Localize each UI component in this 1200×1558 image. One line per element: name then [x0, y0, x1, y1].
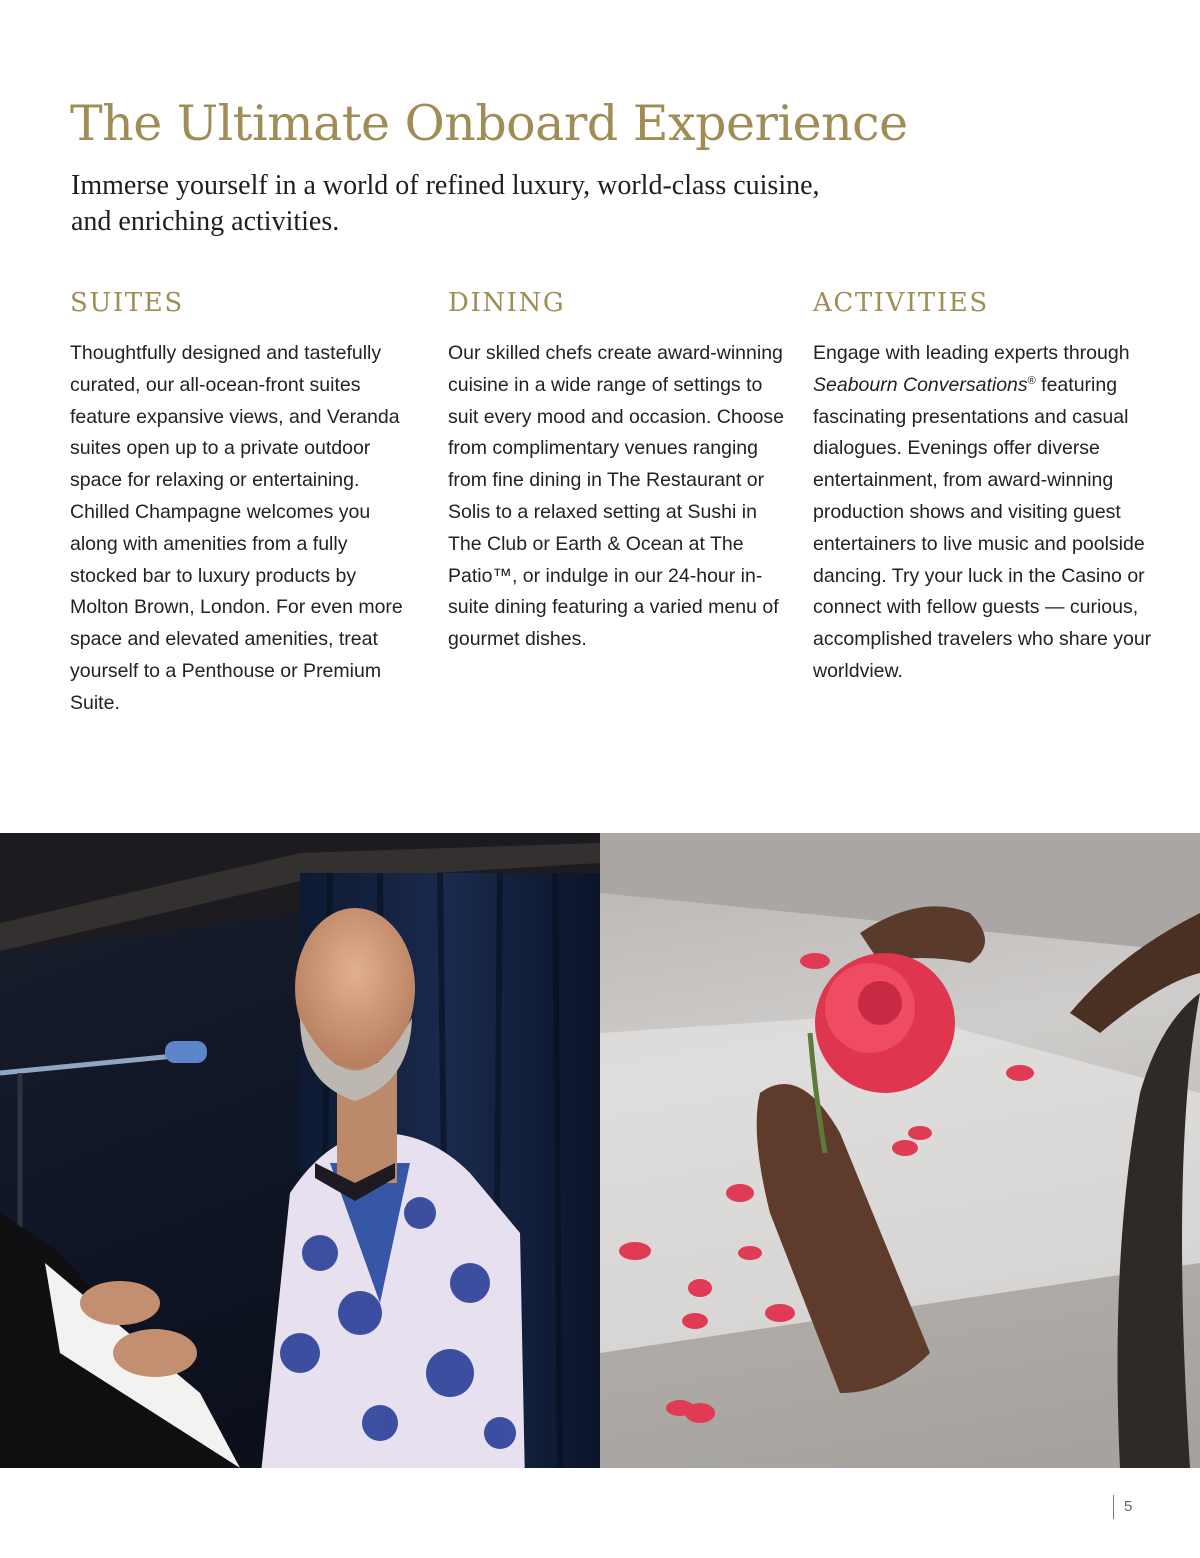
rose-illustration	[600, 833, 1200, 1468]
pianist-photo	[0, 833, 600, 1468]
dining-column	[448, 286, 788, 656]
rose-photo	[600, 833, 1200, 1468]
subtitle-line-1: Immerse yourself in a world of refined luxury, world-class cuisine,	[71, 170, 820, 201]
activities-heading: ACTIVITIES	[813, 288, 989, 318]
page-title: The Ultimate Onboard Experience	[70, 95, 908, 152]
activities-body-rest: featuring fascinating presentations and casual dialogues. Evenings offer diverse entertainment, from award-winning production shows and visiting guest entertainers to live music and poolside dancing. Try your luck in the Casino or connect with fellow guests — curious, accomplished travelers who share your worldview.	[813, 373, 1152, 682]
page-subtitle	[71, 168, 931, 240]
activities-body	[813, 338, 1173, 688]
pianist-illustration	[0, 833, 600, 1468]
suites-heading: SUITES	[70, 288, 184, 318]
photo-strip	[0, 833, 1200, 1468]
suites-column	[70, 286, 415, 720]
page-number: 5	[1113, 1495, 1132, 1519]
registered-mark: ®	[1027, 374, 1036, 387]
suites-body: Thoughtfully designed and tastefully curated, our all-ocean-front suites feature expansive views, and Veranda suites open up to a private outdoor space for relaxing or entertaining. Chilled Champagne welcomes you along with amenities from a fully stocked bar to luxury products by Molton Brown, London. For even more space and elevated amenities, treat yourself to a Penthouse or Premium Suite.	[70, 342, 403, 714]
activities-body-intro: Engage with leading experts through	[813, 342, 1130, 364]
seabourn-conversations-name: Seabourn Conversations	[813, 373, 1028, 396]
dining-body: Our skilled chefs create award-winning cuisine in a wide range of settings to suit every mood and occasion. Choose from complimentary venues ranging from fine dining in The Restaurant or Solis to a relaxed setting at Sushi in The Club or Earth & Ocean at The Patio™, or indulge in our 24-hour in-suite dining featuring a varied menu of gourmet dishes.	[448, 342, 785, 651]
subtitle-line-2: and enriching activities.	[71, 206, 340, 237]
activities-column	[813, 286, 1173, 688]
dining-heading: DINING	[448, 288, 566, 318]
